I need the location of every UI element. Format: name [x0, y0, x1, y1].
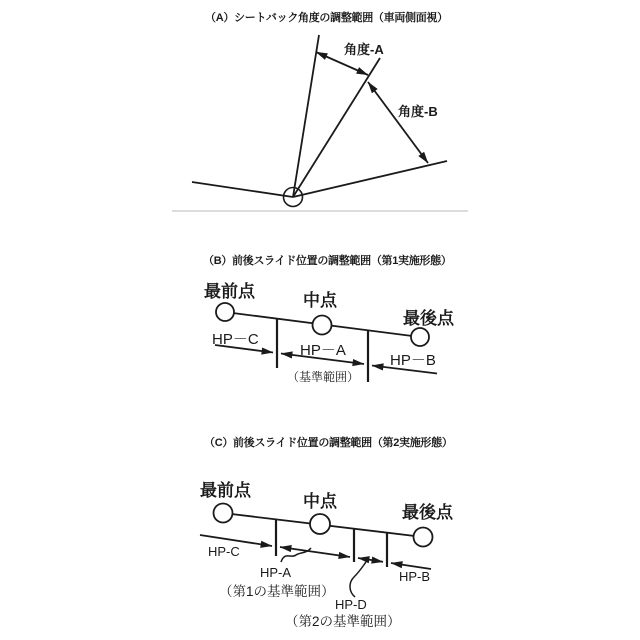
rear-point-label-b: 最後点 — [403, 309, 454, 328]
middle-point-label-c: 中点 — [303, 492, 337, 511]
diagram-c-slide-range-2 — [200, 435, 454, 629]
reference-range-1-label-c: （第1の基準範囲） — [219, 584, 335, 599]
rear-point-circle-b — [411, 328, 429, 346]
middle-point-circle-b — [313, 316, 332, 335]
seatback-upright-line — [293, 35, 319, 197]
rear-point-circle-c — [414, 528, 433, 547]
reference-range-label-b: （基準範囲） — [287, 370, 360, 384]
seat-cushion-line — [192, 182, 293, 197]
diagram-a-seatback-angle — [172, 10, 468, 211]
seatback-mid-recline-line — [293, 58, 380, 197]
diagram-b-slide-range-1 — [203, 253, 455, 384]
seatback-max-recline-line — [293, 161, 447, 197]
hp-a-label-b: HP－A — [300, 342, 346, 359]
angle-b-label: 角度-B — [398, 104, 438, 119]
front-point-label-b: 最前点 — [204, 282, 255, 301]
hp-b-label-c: HP-B — [399, 569, 431, 584]
diagram-c-title: （C）前後スライド位置の調整範囲（第2実施形態） — [204, 437, 453, 449]
hp-a-label-c: HP-A — [260, 565, 292, 580]
diagram-a-title: （A）シートバック角度の調整範囲（車両側面視） — [205, 12, 448, 24]
middle-point-circle-c — [310, 514, 330, 534]
reference-range-2-label-c: （第2の基準範囲） — [285, 614, 401, 629]
front-point-circle-b — [216, 303, 234, 321]
angle-a-label: 角度-A — [344, 42, 384, 57]
middle-point-label-b: 中点 — [303, 291, 337, 310]
angle-b-double-arrow — [368, 82, 428, 163]
front-point-label-c: 最前点 — [200, 481, 251, 500]
hp-d-leader-squiggle — [350, 562, 366, 597]
hp-b-label-b: HP－B — [390, 352, 436, 369]
rear-point-label-c: 最後点 — [402, 503, 453, 522]
hp-c-label-c: HP-C — [208, 544, 240, 559]
front-point-circle-c — [214, 504, 233, 523]
diagram-b-title: （B）前後スライド位置の調整範囲（第1実施形態） — [203, 255, 452, 267]
hp-c-label-b: HP－C — [212, 331, 259, 348]
hp-d-double-arrow-c — [358, 558, 383, 562]
hp-d-label-c: HP-D — [335, 597, 367, 612]
